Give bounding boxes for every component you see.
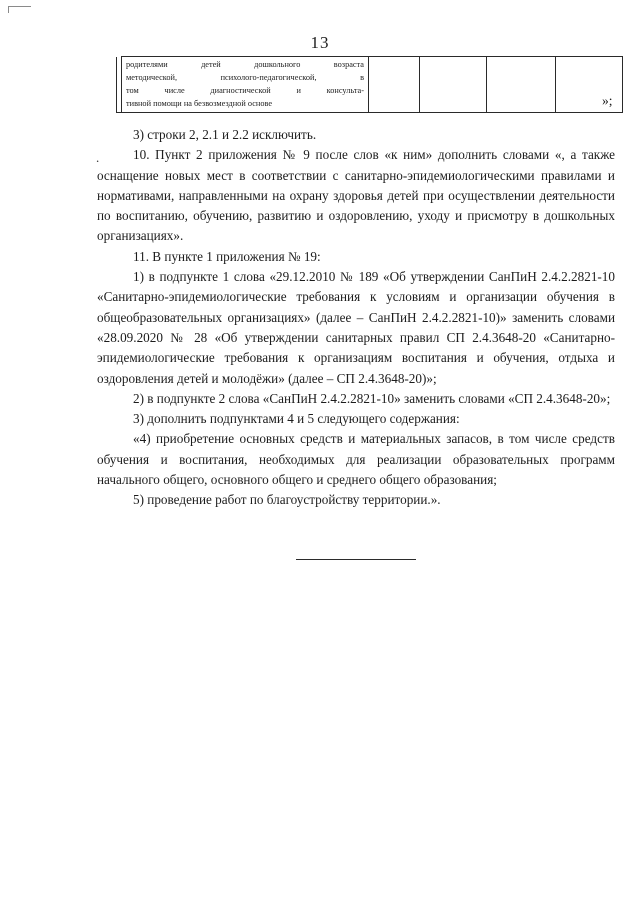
paragraph-item-3: 3) строки 2, 2.1 и 2.2 исключить. [133, 127, 317, 142]
closing-divider [296, 559, 416, 560]
table-closing-quote: »; [602, 93, 613, 108]
table-cell-line: тивной помощи на безвозмездной основе [126, 99, 273, 108]
table-empty-cell [487, 57, 556, 113]
document-body [97, 125, 615, 511]
stray-mark: . [96, 150, 100, 165]
table-fragment [116, 56, 623, 113]
paragraph-new-subitem-5: 5) проведение работ по благоустройству территории.». [133, 492, 441, 508]
paragraph-point-11: 11. В пункте 1 приложения № 19: [133, 248, 321, 264]
paragraph-subitem-1: 1) в подпункте 1 слова «29.12.2010 № 189 «Об утверждении СанПиН 2.4.2.2821-10 «Санитарно-эпидемиологические требования к условиям и организации обучения в общеобразовательных организациях» (далее – СанПиН 2.4.2.2821-10)» заменить словами «28.09.2020 № 28 «Об утверждении санитарных правил СП 2.4.3648-20 «Санитарно-эпидемиологические требования к организациям воспитания и обучения, отдыха и оздоровления детей и молодёжи» (далее – СП 2.4.3648-20)»; [97, 269, 615, 386]
table-cell-line: методической, психолого-педагогической, в [126, 73, 364, 82]
table-empty-cell [369, 57, 420, 113]
page-number: 13 [310, 33, 330, 52]
table-cell-line: том числе диагностической и консульта- [126, 86, 364, 95]
paragraph-new-subitem-4: «4) приобретение основных средств и материальных запасов, в том числе средств обучения и воспитания, необходимых для реализации образовательных программ начального общего, основного общего и среднего общего образования; [97, 431, 615, 488]
scan-corner-mark [8, 6, 31, 13]
paragraph-subitem-2: 2) в подпункте 2 слова «СанПиН 2.4.2.2821-10» заменить словами «СП 2.4.3648-20»; [133, 390, 611, 406]
table-cell-line: родителями детей дошкольного возраста [126, 60, 364, 69]
paragraph-point-10: 10. Пункт 2 приложения № 9 после слов «к ним» дополнить словами «, а также оснащение новых мест в соответствии с санитарно-эпидемиологическими правилами и нормативами, направленными на охрану здоровья детей при осуществлении деятельности по воспитанию, обучению, развитию и оздоровлению, уходу и присмотру в дошкольных организациях». [97, 147, 615, 244]
table-empty-cell [420, 57, 487, 113]
paragraph-subitem-3: 3) дополнить подпунктами 4 и 5 следующего содержания: [133, 411, 460, 427]
table-row [117, 57, 623, 113]
table-text-cell [122, 57, 369, 113]
